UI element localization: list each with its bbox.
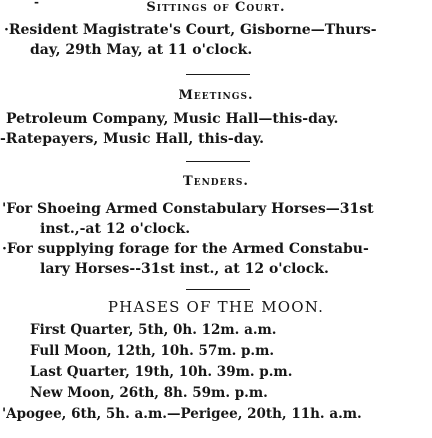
sittings-line-2: day, 29th May, at 11 o'clock. (30, 42, 253, 58)
moon-phase-line: New Moon, 26th, 8h. 59m. p.m. (30, 385, 268, 401)
sittings-line-1: ·Resident Magistrate's Court, Gisborne—Thurs- (4, 22, 377, 38)
section-divider (186, 289, 250, 290)
meetings-line-2: -Ratepayers, Music Hall, this-day. (0, 131, 264, 147)
apogee-perigee-line: 'Apogee, 6th, 5h. a.m.—Perigee, 20th, 11h. a.m. (2, 406, 362, 422)
tenders-heading: Tenders. (183, 174, 249, 189)
moon-phase-line: Last Quarter, 19th, 10h. 39m. p.m. (30, 364, 293, 380)
tenders-line-4: lary Horses--31st inst., at 12 o'clock. (40, 261, 329, 277)
sittings-heading: Sittings of Court. (146, 0, 286, 15)
moon-phase-line: Full Moon, 12th, 10h. 57m. p.m. (30, 343, 275, 359)
meetings-line-1: Petroleum Company, Music Hall—this-day. (6, 111, 339, 127)
tenders-line-3: ·For supplying forage for the Armed Constabu- (2, 241, 369, 257)
section-divider (186, 161, 250, 162)
moon-heading: PHASES OF THE MOON. (107, 298, 325, 316)
tenders-line-1: 'For Shoeing Armed Constabulary Horses—31st (2, 201, 374, 217)
meetings-heading: Meetings. (178, 88, 254, 103)
section-divider (186, 74, 250, 75)
tenders-line-2: inst.,-at 12 o'clock. (40, 221, 191, 237)
edge-mark: - (34, 0, 39, 9)
moon-phase-line: First Quarter, 5th, 0h. 12m. a.m. (30, 322, 277, 338)
